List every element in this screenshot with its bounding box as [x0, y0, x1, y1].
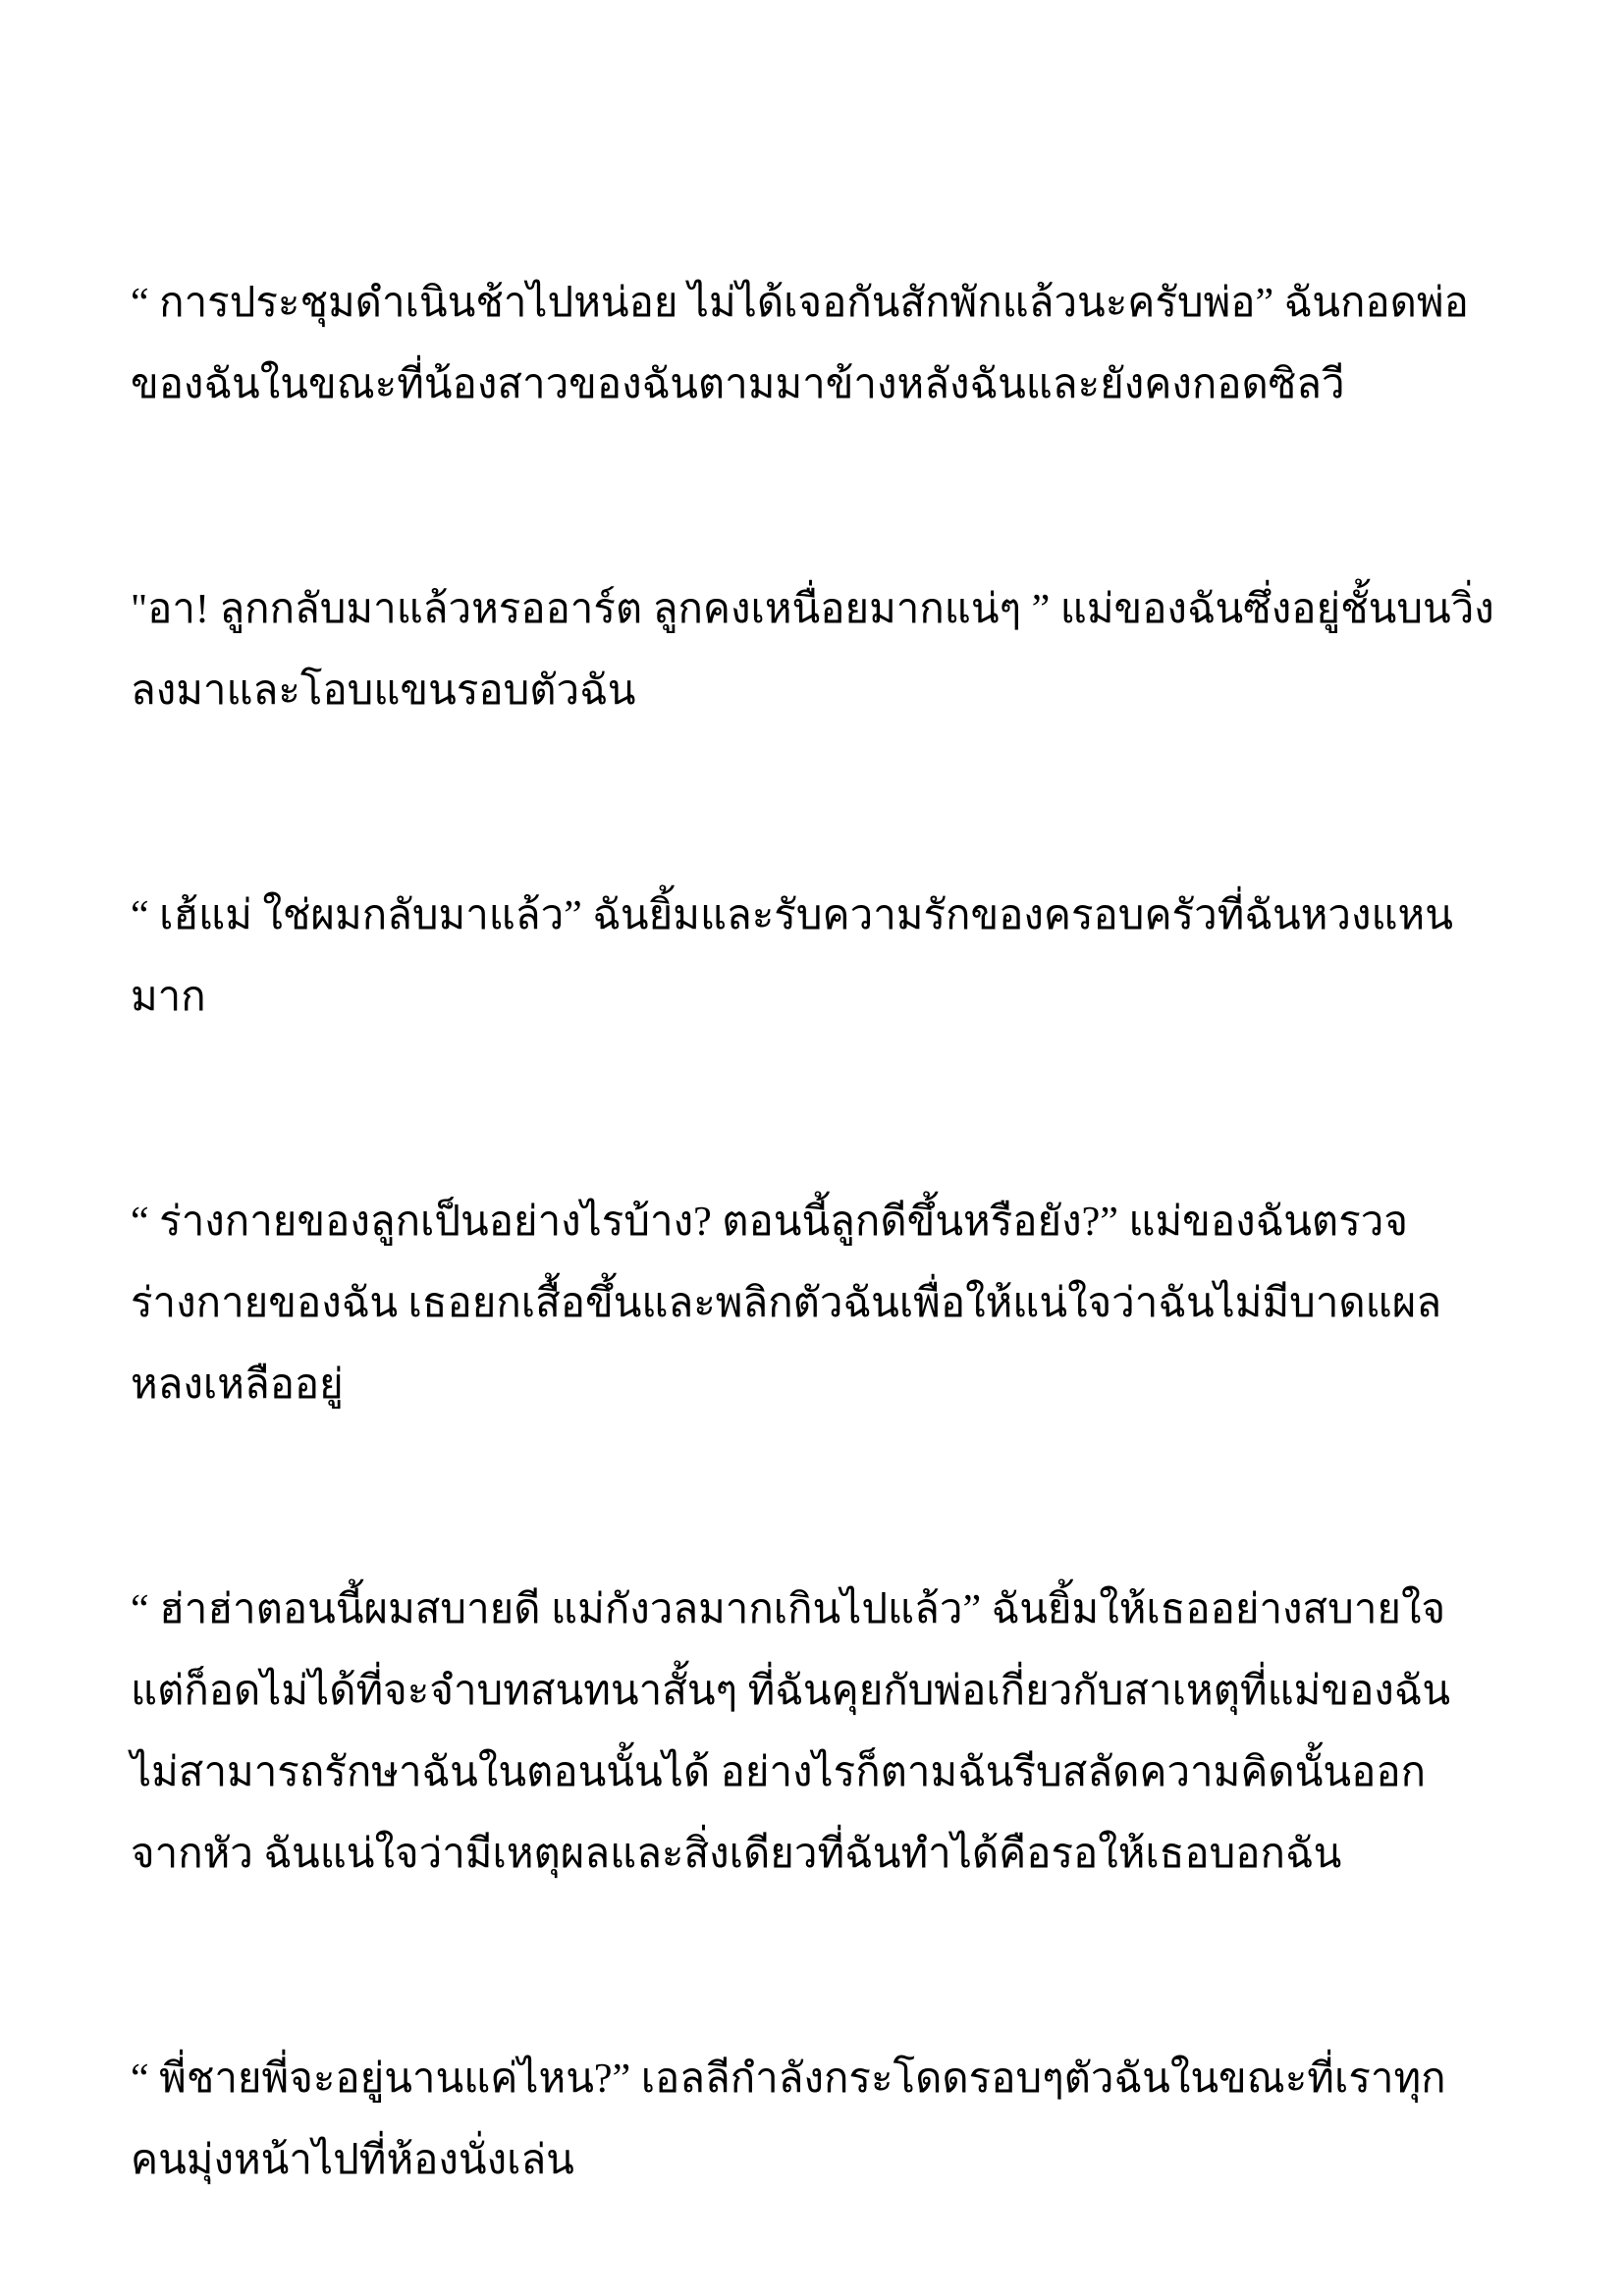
paragraph-dialogue-mother-checking: “ ร่างกายของลูกเป็นอย่างไรบ้าง? ตอนนี้ลูกดีขึ้นหรือยัง?” แม่ของฉันตรวจร่างกายของฉัน เธอยกเสื้อขึ้นและพลิกตัวฉันเพื่อให้แน่ใจว่าฉันไม่มีบาดแผลหลงเหลืออยู่ — [131, 1200, 1442, 1408]
paragraph-dialogue-reply-mother: “ เฮ้แม่ ใช่ผมกลับมาแล้ว” ฉันยิ้มและรับความรักของครอบครัวที่ฉันหวงแหนมาก — [131, 893, 1453, 1020]
page-text-content — [131, 263, 1497, 2202]
paragraph-dialogue-father: “ การประชุมดำเนินช้าไปหน่อย ไม่ได้เจอกันสักพักแล้วนะครับพ่อ” ฉันกอดพ่อของฉันในขณะที่น้องสาวของฉันตามมาข้างหลังฉันและยังคงกอดซิลวี — [131, 281, 1469, 407]
paragraph-dialogue-mother-greeting: "อา! ลูกกลับมาแล้วหรออาร์ต ลูกคงเหนื่อยมากแน่ๆ ” แม่ของฉันซึ่งอยู่ชั้นบนวิ่งลงมาและโอบแขนรอบตัวฉัน — [131, 587, 1494, 714]
paragraph-dialogue-reassurance: “ ฮ่าฮ่าตอนนี้ผมสบายดี แม่กังวลมากเกินไปแล้ว” ฉันยิ้มให้เธออย่างสบายใจ แต่ก็อดไม่ได้ที่จะจำบทสนทนาสั้นๆ ที่ฉันคุยกับพ่อเกี่ยวกับสาเหตุที่แม่ของฉันไม่สามารถรักษาฉันในตอนนั้นได้ อย่างไรก็ตามฉันรีบสลัดความคิดนั้นออกจากหัว ฉันแน่ใจว่ามีเหตุผลและสิ่งเดียวที่ฉันทำได้คือรอให้เธอบอกฉัน — [131, 1587, 1451, 1877]
paragraph-dialogue-ellie: “ พี่ชายพี่จะอยู่นานแค่ไหน?” เอลลีกำลังกระโดดรอบๆตัวฉันในขณะที่เราทุกคนมุ่งหน้าไปที่ห้องนั่งเล่น — [131, 2056, 1446, 2183]
